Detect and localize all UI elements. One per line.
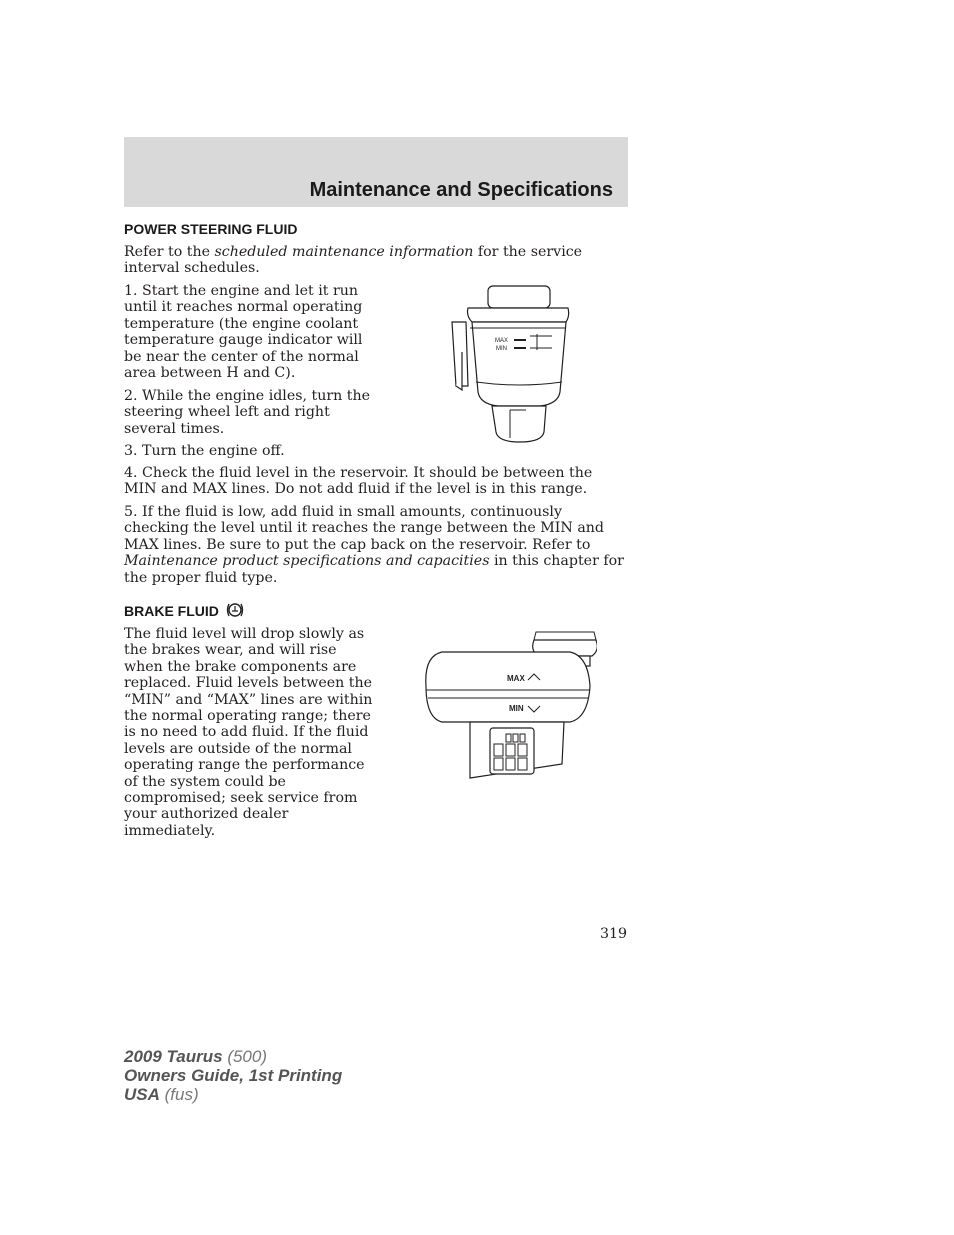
brake-fluid-heading-text: BRAKE FLUID (124, 603, 219, 619)
intro-text-end: for the service interval schedules. (124, 244, 583, 277)
power-steering-intro (124, 244, 624, 277)
footer-printing: Owners Guide, 1st Printing (124, 1066, 343, 1085)
intro-reference: scheduled maintenance information (214, 244, 474, 260)
step-5-text: 5. If the fluid is low, add fluid in small amounts, continuously checking the level until it reaches the range between the MIN and MAX lines. Be sure to put the cap back on the reservoir. Refer to (124, 504, 604, 553)
footer-model-code: (500) (222, 1047, 268, 1066)
footer-market-code: (fus) (159, 1085, 199, 1104)
section-title: Maintenance and Specifications (309, 179, 613, 201)
brake-fluid-reservoir-illustration (422, 630, 597, 785)
page-number: 319 (600, 926, 628, 942)
step-1: 1. Start the engine and let it run until it reaches normal operating temperature (the engine coolant temperature gauge indicator will be near the center of the normal area between H and C). (124, 283, 363, 382)
reservoir-max-label: MAX (495, 338, 509, 344)
power-steering-reservoir-illustration (440, 282, 575, 447)
reservoir-min-label: MIN (496, 346, 507, 352)
step-2: 2. While the engine idles, turn the steering wheel left and right several times. (124, 388, 371, 437)
brake-fluid-heading (124, 600, 245, 620)
brake-warning-icon (225, 600, 245, 620)
step-3: 3. Turn the engine off. (124, 443, 285, 459)
step-4: 4. Check the fluid level in the reservoir. It should be between the MIN and MAX lines. Do not add fluid if the level is in this range. (124, 465, 593, 498)
step-5-reference: Maintenance product specifications and capacities (124, 553, 490, 570)
section-header (124, 137, 628, 207)
brake-fluid-body: The fluid level will drop slowly as the brakes wear, and will rise when the brake components are replaced. Fluid levels between the “MIN” and “MAX” lines are within the normal operating range; there is no need to add fluid. If the fluid levels are outside of the normal operating range the performance of the system could be compromised; seek service from your authorized dealer immediately. (124, 626, 373, 839)
footer-model: 2009 Taurus (124, 1047, 223, 1066)
step-5-text-end: in this chapter for the proper fluid type. (124, 553, 624, 586)
footer-edition-info (124, 1047, 342, 1104)
brake-reservoir-max-label: MAX (507, 674, 525, 683)
footer-market: USA (124, 1085, 160, 1104)
power-steering-heading: POWER STEERING FLUID (124, 221, 298, 237)
intro-text: Refer to the (124, 244, 215, 260)
brake-reservoir-min-label: MIN (509, 704, 524, 713)
step-5 (124, 504, 624, 586)
